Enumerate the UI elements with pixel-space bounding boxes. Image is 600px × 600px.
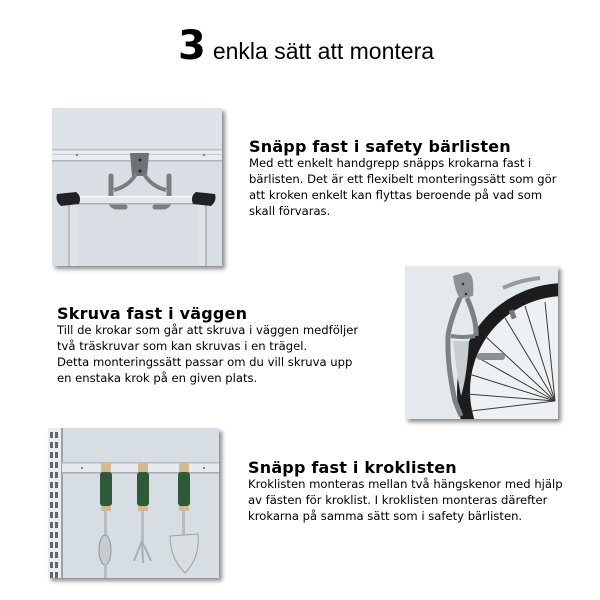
page-title	[178, 23, 435, 71]
section-body	[248, 476, 563, 524]
body-line: en enstaka krok på en given plats.	[57, 371, 258, 385]
title-number: 3	[178, 23, 205, 69]
section-heading: Snäpp fast i safety bärlisten	[249, 137, 511, 156]
garden-tools-on-hook-rail-photo	[48, 428, 219, 578]
body-line: Med ett enkelt handgrepp snäpps krokarna fast i	[249, 156, 532, 170]
body-line: Till de krokar som går att skruva i väggen medföljer	[57, 323, 359, 337]
body-line: att kroken enkelt kan flyttas beroende på vad som	[249, 188, 543, 202]
body-line: krokarna på samma sätt som i safety bärlisten.	[248, 509, 523, 523]
section-heading: Skruva fast i väggen	[57, 304, 248, 323]
title-text: enkla sätt att montera	[212, 38, 435, 64]
section-body	[57, 322, 358, 386]
body-line: bärlisten. Det är ett flexibelt monteringssätt som gör	[249, 172, 557, 186]
section-safety-rail	[249, 138, 557, 219]
body-line: av fästen för kroklist. I kroklisten monteras därefter	[248, 493, 548, 507]
body-line: Detta monteringssätt passar om du vill skruva upp	[57, 355, 353, 369]
section-body	[249, 155, 557, 219]
body-line: skall förvaras.	[249, 204, 331, 218]
section-heading: Snäpp fast i kroklisten	[248, 458, 457, 477]
section-screw-to-wall	[57, 305, 358, 386]
wall-hook-with-bicycle-wheel-photo	[405, 266, 558, 419]
body-line: två träskruvar som kan skruvas i en trägel.	[57, 339, 308, 353]
body-line: Kroklisten monteras mellan två hängskenor med hjälp	[248, 477, 563, 491]
section-hook-rail	[248, 459, 563, 524]
hook-on-rail-with-ladder-photo	[52, 108, 222, 266]
